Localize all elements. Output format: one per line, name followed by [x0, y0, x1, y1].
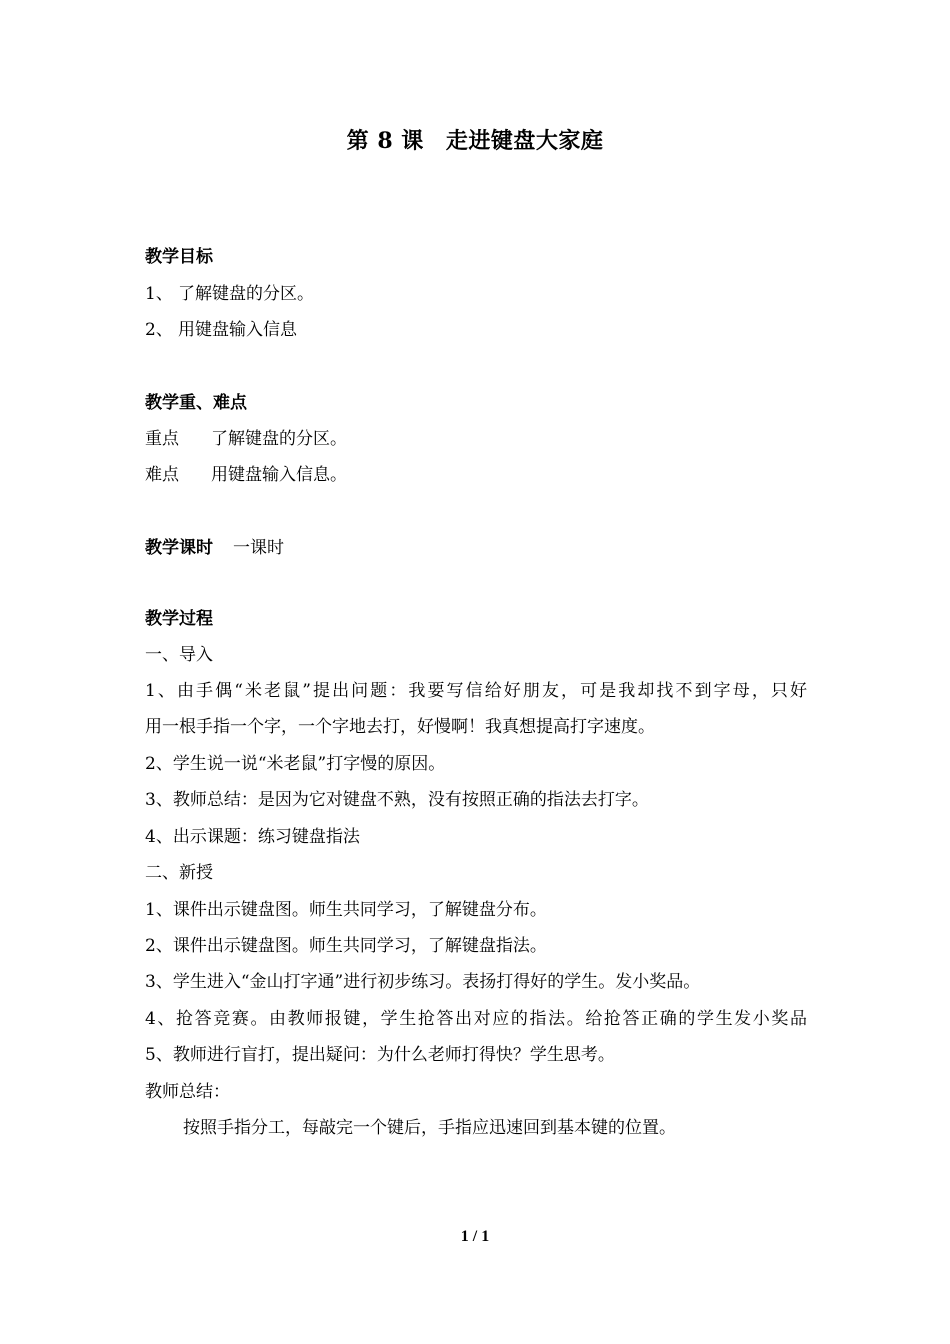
- intro-step-3: 3、教师总结：是因为它对键盘不熟，没有按照正确的指法去打字。: [145, 790, 649, 810]
- key-point-text: 了解键盘的分区。: [211, 429, 347, 449]
- lesson-name: 走进键盘大家庭: [445, 128, 604, 154]
- section-heading-new: 二、新授: [145, 863, 213, 883]
- class-hours-value: 一课时: [233, 538, 284, 558]
- lesson-number: 第 8 课: [346, 128, 424, 154]
- difficulty-item: [145, 464, 347, 486]
- intro-step-2: 2、学生说一说“米老鼠”打字慢的原因。: [145, 754, 446, 774]
- new-step-1: 1、课件出示键盘图。师生共同学习，了解键盘分布。: [145, 900, 547, 920]
- objectives-heading: 教学目标: [145, 247, 213, 267]
- key-point-item: [145, 428, 347, 450]
- objective-item: [145, 283, 314, 305]
- objective-number: 1、: [145, 284, 173, 304]
- intro-step-4: 4、出示课题：练习键盘指法: [145, 827, 360, 847]
- section-heading-intro: 一、导入: [145, 645, 213, 665]
- class-hours: [145, 537, 284, 559]
- process-heading: 教学过程: [145, 609, 213, 629]
- objective-number: 2、: [145, 320, 173, 340]
- teacher-summary-label: 教师总结：: [145, 1082, 230, 1102]
- class-hours-heading: 教学课时: [145, 538, 213, 558]
- key-point-label: 重点: [145, 429, 179, 449]
- new-step-5: 5、教师进行盲打，提出疑问：为什么老师打得快？学生思考。: [145, 1045, 615, 1065]
- key-points-heading: 教学重、难点: [145, 393, 247, 413]
- intro-step-1: 1、由手偶“米老鼠”提出问题：我要写信给好朋友，可是我却找不到字母，只好: [145, 681, 807, 701]
- new-step-4: 4、抢答竞赛。由教师报键，学生抢答出对应的指法。给抢答正确的学生发小奖品: [145, 1009, 807, 1029]
- new-step-3: 3、学生进入“金山打字通”进行初步练习。表扬打得好的学生。发小奖品。: [145, 972, 701, 992]
- new-step-2: 2、课件出示键盘图。师生共同学习，了解键盘指法。: [145, 936, 547, 956]
- page-number: 1 / 1: [460, 1228, 490, 1245]
- teacher-summary-text: 按照手指分工，每敲完一个键后，手指应迅速回到基本键的位置。: [183, 1118, 676, 1138]
- objective-item: [145, 319, 297, 341]
- objective-text: 了解键盘的分区。: [178, 284, 314, 304]
- objective-text: 用键盘输入信息: [178, 320, 297, 340]
- difficulty-label: 难点: [145, 465, 179, 485]
- page-title: [0, 124, 950, 155]
- intro-step-1-continued: 用一根手指一个字，一个字地去打，好慢啊！我真想提高打字速度。: [145, 717, 655, 737]
- difficulty-text: 用键盘输入信息。: [211, 465, 347, 485]
